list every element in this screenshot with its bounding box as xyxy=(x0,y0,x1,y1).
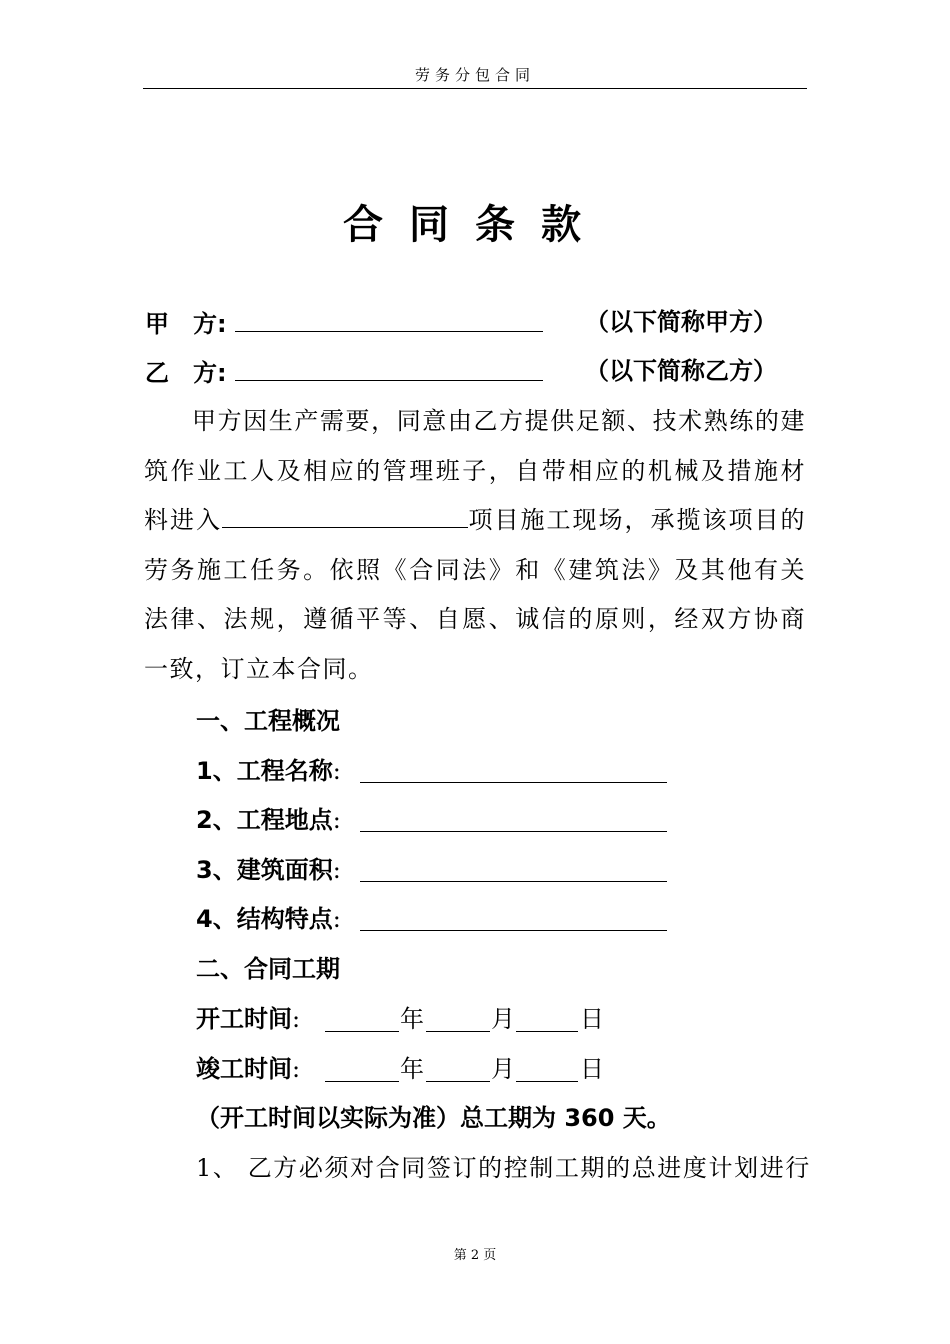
running-header: 劳务分包合同 xyxy=(143,64,807,89)
start-day-field xyxy=(516,1005,578,1032)
item-colon: : xyxy=(332,757,341,785)
start-date-line xyxy=(196,1002,300,1036)
party-a-blank xyxy=(235,305,543,332)
intro-text-1: 甲方因生产需要，同意由乙方提供足额、技术熟练的建筑作业工人及相应的管理班子，自带相应的机械及措施材料进入 xyxy=(144,407,806,535)
project-name-blank xyxy=(222,503,468,528)
party-a-line xyxy=(145,305,543,341)
party-b-line xyxy=(145,354,543,390)
project-item xyxy=(196,902,341,936)
section2-heading: 二、合同工期 xyxy=(196,955,340,983)
item-label: 工程地点 xyxy=(236,806,333,834)
start-colon: : xyxy=(292,1005,301,1033)
end-month-field xyxy=(426,1055,490,1082)
project-item xyxy=(196,754,341,788)
project-location-field xyxy=(360,805,667,832)
intro-paragraph xyxy=(144,397,806,695)
party-b-note: （以下简称乙方） xyxy=(585,357,777,385)
start-date-label: 开工时间 xyxy=(196,1005,292,1033)
item-number: 3、 xyxy=(196,856,237,884)
end-day-field xyxy=(516,1055,578,1082)
start-year-field xyxy=(325,1005,399,1032)
project-name-field xyxy=(360,756,667,783)
item-number: 2、 xyxy=(196,806,237,834)
project-item xyxy=(196,803,341,837)
start-month-unit: 月 xyxy=(491,1005,515,1033)
start-month-field xyxy=(426,1005,490,1032)
item-colon: : xyxy=(332,905,341,933)
start-year-unit: 年 xyxy=(400,1005,424,1033)
page-number: 第 2 页 xyxy=(453,1248,497,1263)
document-title: 合同条款 xyxy=(343,202,607,248)
section1-heading: 一、工程概况 xyxy=(196,707,340,735)
end-date-label: 竣工时间 xyxy=(196,1055,292,1083)
end-year-unit: 年 xyxy=(400,1055,424,1083)
item-number: 1、 xyxy=(196,757,237,785)
end-date-line xyxy=(196,1052,300,1086)
item-colon: : xyxy=(332,806,341,834)
party-a-note: （以下简称甲方） xyxy=(585,308,777,336)
party-b-blank xyxy=(235,354,543,381)
end-year-field xyxy=(325,1055,399,1082)
building-area-field xyxy=(360,855,667,882)
end-colon: : xyxy=(292,1055,301,1083)
start-day-unit: 日 xyxy=(580,1005,604,1033)
intro-text-2: 项目施工现场，承揽该项目的劳务施工任务。依照《合同法》和《建筑法》及其他有关法律、法规，遵循平等、自愿、诚信的原则，经双方协商一致，订立本合同。 xyxy=(144,506,806,683)
party-b-label: 乙 方: xyxy=(145,359,227,387)
end-day-unit: 日 xyxy=(580,1055,604,1083)
item-label: 工程名称 xyxy=(236,757,333,785)
clause-1: 1、 乙方必须对合同签订的控制工期的总进度计划进行 xyxy=(196,1154,811,1182)
end-month-unit: 月 xyxy=(491,1055,515,1083)
party-a-label: 甲 方: xyxy=(145,310,227,338)
item-label: 结构特点 xyxy=(236,905,333,933)
item-number: 4、 xyxy=(196,905,237,933)
item-colon: : xyxy=(332,856,341,884)
project-item xyxy=(196,853,341,887)
item-label: 建筑面积 xyxy=(236,856,333,884)
structure-field xyxy=(360,904,667,931)
duration-note: （开工时间以实际为准）总工期为 360 天。 xyxy=(196,1104,671,1132)
